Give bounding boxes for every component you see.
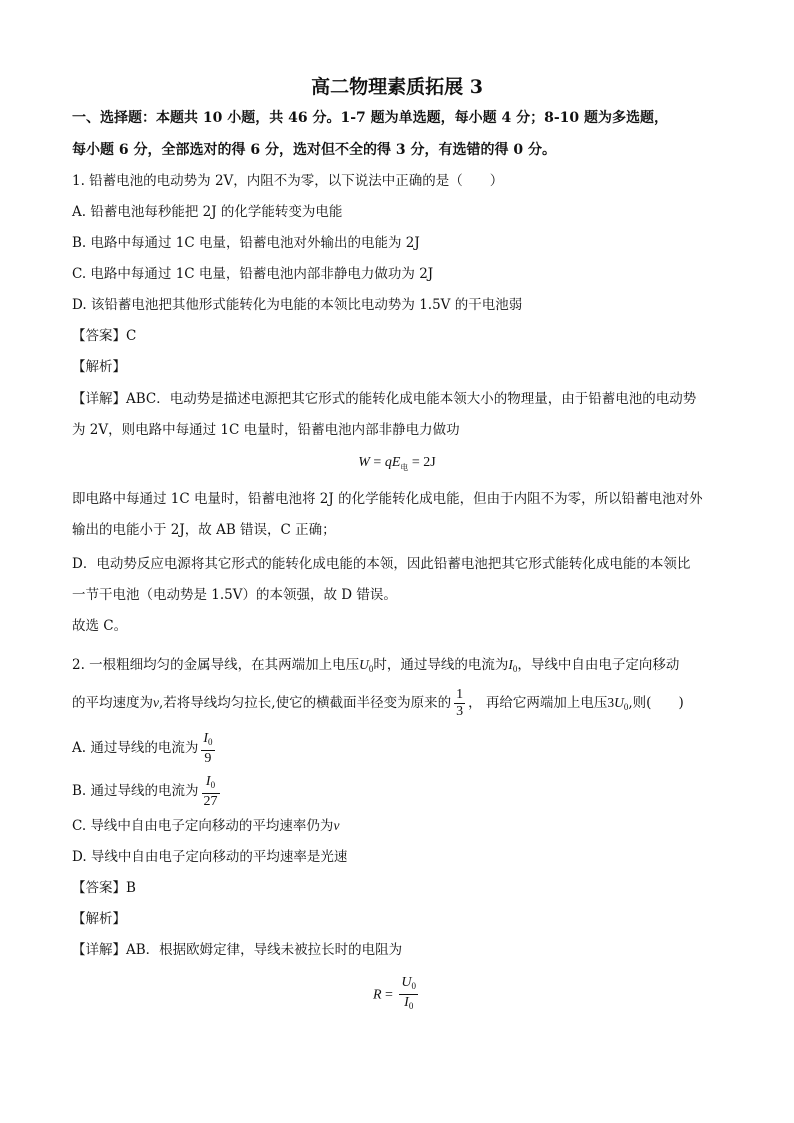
fraction-denominator: 27 [203, 793, 218, 809]
q2-answer [72, 878, 136, 898]
fraction-denominator: 3 [456, 704, 464, 719]
answer-label: 【答案】 [72, 328, 126, 344]
fraction-denominator: I [404, 995, 409, 1010]
q2-text: ， 再给它两端加上电压 [468, 695, 608, 711]
q2-text: 时，通过导线的电流为 [373, 657, 509, 673]
symbol-u-sub: 0 [368, 664, 374, 674]
formula-w: W [358, 455, 370, 470]
section-heading-line1: 一、选择题：本题共 10 小题，共 46 分。1-7 题为单选题，每小题 4 分；8-10 题为多选题， [72, 110, 669, 126]
formula-equals: = [369, 455, 385, 470]
symbol-i-sub: 0 [512, 664, 518, 674]
fraction-u0-over-i0 [399, 975, 418, 1014]
fraction-numerator: U [401, 975, 412, 990]
q1-option-c: C. 电路中每通过 1C 电量，铅蓄电池内部非静电力做功为 2J [72, 266, 434, 282]
q2-option-a [72, 730, 218, 767]
symbol-v: v [153, 695, 159, 710]
formula-rhs: 2J [423, 455, 436, 470]
q2-text: 2. 一根粗细均匀的金属导线，在其两端加上电压 [72, 657, 360, 673]
q1-detail-line4: 输出的电能小于 2J，故 AB 错误，C 正确； [72, 522, 336, 538]
q2-option-b [72, 773, 223, 810]
q1-detail-line7: 故选 C。 [72, 618, 128, 634]
fraction-numerator: I [205, 773, 211, 789]
formula-e-sub: 电 [400, 463, 409, 472]
symbol-u: U [359, 657, 369, 672]
q1-detail-line5: D．电动势反应电源将其它形式的能转化成电能的本领，因此铅蓄电池把其它形式能转化成电能的本领比 [72, 556, 691, 572]
q2-analysis-label: 【解析】 [72, 911, 126, 927]
fraction-denominator-sub: 0 [408, 1001, 414, 1011]
q2-text: ，导线中自由电子定向移动 [517, 657, 680, 673]
fraction-numerator-sub: 0 [411, 981, 417, 991]
answer-value: B [126, 880, 136, 896]
answer-value: C [126, 328, 137, 344]
symbol-u: U [614, 695, 624, 710]
q2-option-d: D. 导线中自由电子定向移动的平均速率是光速 [72, 849, 348, 865]
formula-equals-2: = [408, 455, 424, 470]
formula-q: q [384, 455, 392, 470]
q2-text: ,则( ) [628, 695, 684, 711]
formula-r: R [372, 987, 382, 1003]
fraction-denominator: 9 [204, 750, 212, 766]
q1-detail-line6: 一节干电池（电动势是 1.5V）的本领强，故 D 错误。 [72, 587, 397, 603]
section-heading-line2: 每小题 6 分，全部选对的得 6 分，选对但不全的得 3 分，有选错的得 0 分。 [72, 142, 556, 158]
q2-option-c [72, 816, 339, 836]
fraction-numerator-sub: 0 [208, 736, 213, 747]
answer-label: 【答案】 [72, 880, 126, 896]
fraction-one-third [454, 687, 465, 720]
q1-detail-line2: 为 2V，则电路中每通过 1C 电量时，铅蓄电池内部非静电力做功 [72, 422, 460, 438]
q1-detail-line3: 即电路中每通过 1C 电量时，铅蓄电池将 2J 的化学能转化成电能，但由于内阻不为零，所以铅蓄电池对外 [72, 491, 703, 507]
fraction-i0-over-27 [202, 774, 220, 810]
q2-text: 的平均速度为 [72, 695, 153, 711]
coefficient-three: 3 [607, 695, 615, 710]
symbol-i: I [508, 657, 513, 672]
q2-stem-line2 [72, 686, 684, 724]
q1-answer [72, 326, 136, 346]
q2-detail-line1: 【详解】AB．根据欧姆定律，导线未被拉长时的电阻为 [72, 942, 403, 958]
symbol-v: v [333, 818, 340, 833]
page-title: 高二物理素质拓展 3 [311, 76, 483, 98]
formula-e: E [391, 455, 401, 470]
q2-formula [0, 975, 794, 1014]
q1-option-a: A. 铅蓄电池每秒能把 2J 的化学能转变为电能 [72, 204, 343, 220]
q2-stem-line1 [72, 655, 679, 679]
q1-formula [0, 454, 794, 473]
formula-equals: = [381, 987, 397, 1003]
q1-option-d: D. 该铅蓄电池把其他形式能转化为电能的本领比电动势为 1.5V 的干电池弱 [72, 297, 523, 313]
q1-analysis-label: 【解析】 [72, 359, 126, 375]
q1-stem: 1. 铅蓄电池的电动势为 2V，内阻不为零，以下说法中正确的是（ ） [72, 173, 504, 189]
q2-text: ,若将导线均匀拉长,使它的横截面半径变为原来的 [159, 695, 452, 711]
q1-detail-line1: 【详解】ABC．电动势是描述电源把其它形式的能转化成电能本领大小的物理量，由于铅蓄电池的电动势 [72, 391, 697, 407]
option-text: C. 导线中自由电子定向移动的平均速率仍为 [72, 818, 334, 834]
fraction-numerator: 1 [456, 687, 464, 702]
fraction-i0-over-9 [201, 731, 214, 767]
q1-option-b: B. 电路中每通过 1C 电量，铅蓄电池对外输出的电能为 2J [72, 235, 420, 251]
option-text: B. 通过导线的电流为 [72, 783, 199, 799]
fraction-numerator: I [203, 730, 209, 746]
symbol-u-sub: 0 [623, 702, 629, 712]
fraction-numerator-sub: 0 [210, 779, 216, 790]
option-text: A. 通过导线的电流为 [72, 740, 199, 756]
